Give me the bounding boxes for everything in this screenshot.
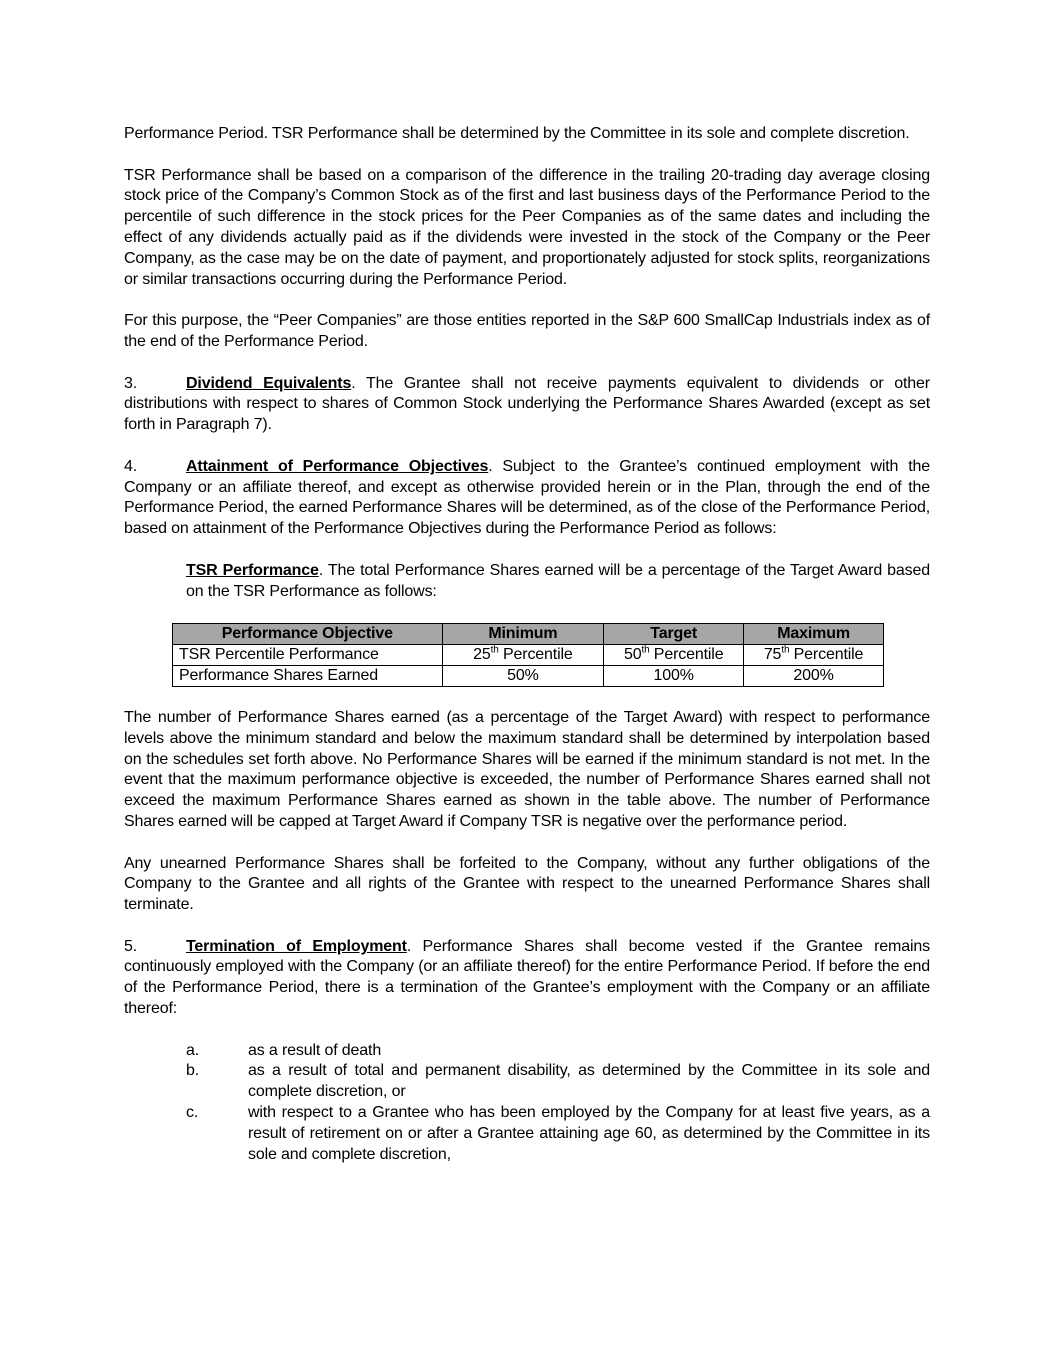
subsection-text: . The total Performance Shares earned will be a percentage of the Target Award based on the TSR Performance as follows: xyxy=(186,561,930,600)
list-item xyxy=(124,1103,930,1165)
paragraph-tsr-performance-basis: TSR Performance shall be based on a comparison of the difference in the trailing 20-trading day average closing stock price of the Company’s Common Stock as of the first and last business days of the Performance Period to the percentile of such difference in the stock prices for the Peer Companies as of the same dates and including the effect of any dividends actually paid as if the dividends were invested in the stock of the Company or the Peer Company, as the case may be on the date of payment, and proportionately adjusted for stock splits, reorganizations or similar transactions occurring during the Performance Period. xyxy=(124,166,930,288)
section-number: 4. xyxy=(124,457,138,475)
section-termination-of-employment xyxy=(124,937,930,1020)
section-dividend-equivalents xyxy=(124,374,930,436)
list-item xyxy=(124,1061,930,1103)
table-header-cell: Performance Objective xyxy=(173,624,443,645)
table-row-label: Performance Shares Earned xyxy=(173,666,443,687)
section-heading: Dividend Equivalents xyxy=(186,374,352,392)
section-text: . The Grantee shall not receive payments equivalent to dividends or other distributions with respect to shares of Common Stock underlying the Performance Shares Awarded (except as set forth in Paragraph 7). xyxy=(124,374,930,434)
section-attainment-objectives xyxy=(124,457,930,540)
section-number: 3. xyxy=(124,374,138,392)
paragraph-unearned-shares: Any unearned Performance Shares shall be forfeited to the Company, without any further obligations of the Company to the Grantee and all rights of the Grantee with respect to the unearned Performance Shares shall terminate. xyxy=(124,854,930,914)
paragraph-peer-companies: For this purpose, the “Peer Companies” are those entities reported in the S&P 600 SmallCap Industrials index as of the end of the Performance Period. xyxy=(124,312,930,350)
table-cell-maximum: 200% xyxy=(744,666,884,687)
table-cell-minimum: 50% xyxy=(442,666,604,687)
subsection-tsr-performance xyxy=(186,561,930,603)
table-cell-maximum: 75th Percentile xyxy=(744,645,884,666)
list-item xyxy=(124,1041,930,1062)
list-item-marker: b. xyxy=(186,1062,200,1080)
list-item-text: with respect to a Grantee who has been employed by the Company for at least five years, as a result of retirement on or after a Grantee attaining age 60, as determined by the Committee in its sole and complete discretion, xyxy=(248,1104,930,1163)
list-item-marker: a. xyxy=(186,1041,200,1059)
table-header-cell: Maximum xyxy=(744,624,884,645)
table-row-label: TSR Percentile Performance xyxy=(173,645,443,666)
paragraph-interpolation: The number of Performance Shares earned (as a percentage of the Target Award) with respect to performance levels above the minimum standard and below the maximum standard shall be determined by interpolation based on the schedules set forth above. No Performance Shares will be earned if the minimum standard is not met. In the event that the maximum performance objective is exceeded, the number of Performance Shares earned shall not exceed the maximum Performance Shares earned as shown in the table above. The number of Performance Shares earned will be capped at Target Award if Company TSR is negative over the performance period. xyxy=(124,708,930,830)
termination-conditions-list xyxy=(124,1041,930,1166)
table-header-cell: Minimum xyxy=(442,624,604,645)
section-text: . Performance Shares shall become vested if the Grantee remains continuously employed with the Company (or an affiliate thereof) for the entire Performance Period. If before the end of the Performance Period, there is a termination of the Grantee’s employment with the Company or an affiliate thereof: xyxy=(124,937,930,1018)
section-number: 5. xyxy=(124,937,138,955)
table-cell-minimum: 25th Percentile xyxy=(442,645,604,666)
list-item-marker: c. xyxy=(186,1104,199,1122)
subsection-heading: TSR Performance xyxy=(186,561,319,579)
table-row xyxy=(173,645,884,666)
list-item-text: as a result of total and permanent disability, as determined by the Committee in its sole and complete discretion, or xyxy=(248,1062,930,1101)
table-header-cell: Target xyxy=(604,624,744,645)
section-heading: Termination of Employment xyxy=(186,937,407,955)
section-text: . Subject to the Grantee’s continued employment with the Company or an affiliate thereof, and except as otherwise provided herein or in the Plan, through the end of the Performance Period, the earned Performance Shares will be determined, as of the close of the Performance Period, based on attainment of the Performance Objectives during the Performance Period as follows: xyxy=(124,457,931,538)
table-cell-target: 50th Percentile xyxy=(604,645,744,666)
table-cell-target: 100% xyxy=(604,666,744,687)
performance-table xyxy=(172,623,884,687)
table-header-row xyxy=(173,624,884,645)
section-heading: Attainment of Performance Objectives xyxy=(186,457,489,475)
list-item-text: as a result of death xyxy=(248,1041,382,1059)
paragraph-performance-period: Performance Period. TSR Performance shall be determined by the Committee in its sole and complete discretion. xyxy=(124,125,910,142)
document-page xyxy=(124,124,930,1165)
table-row xyxy=(173,666,884,687)
